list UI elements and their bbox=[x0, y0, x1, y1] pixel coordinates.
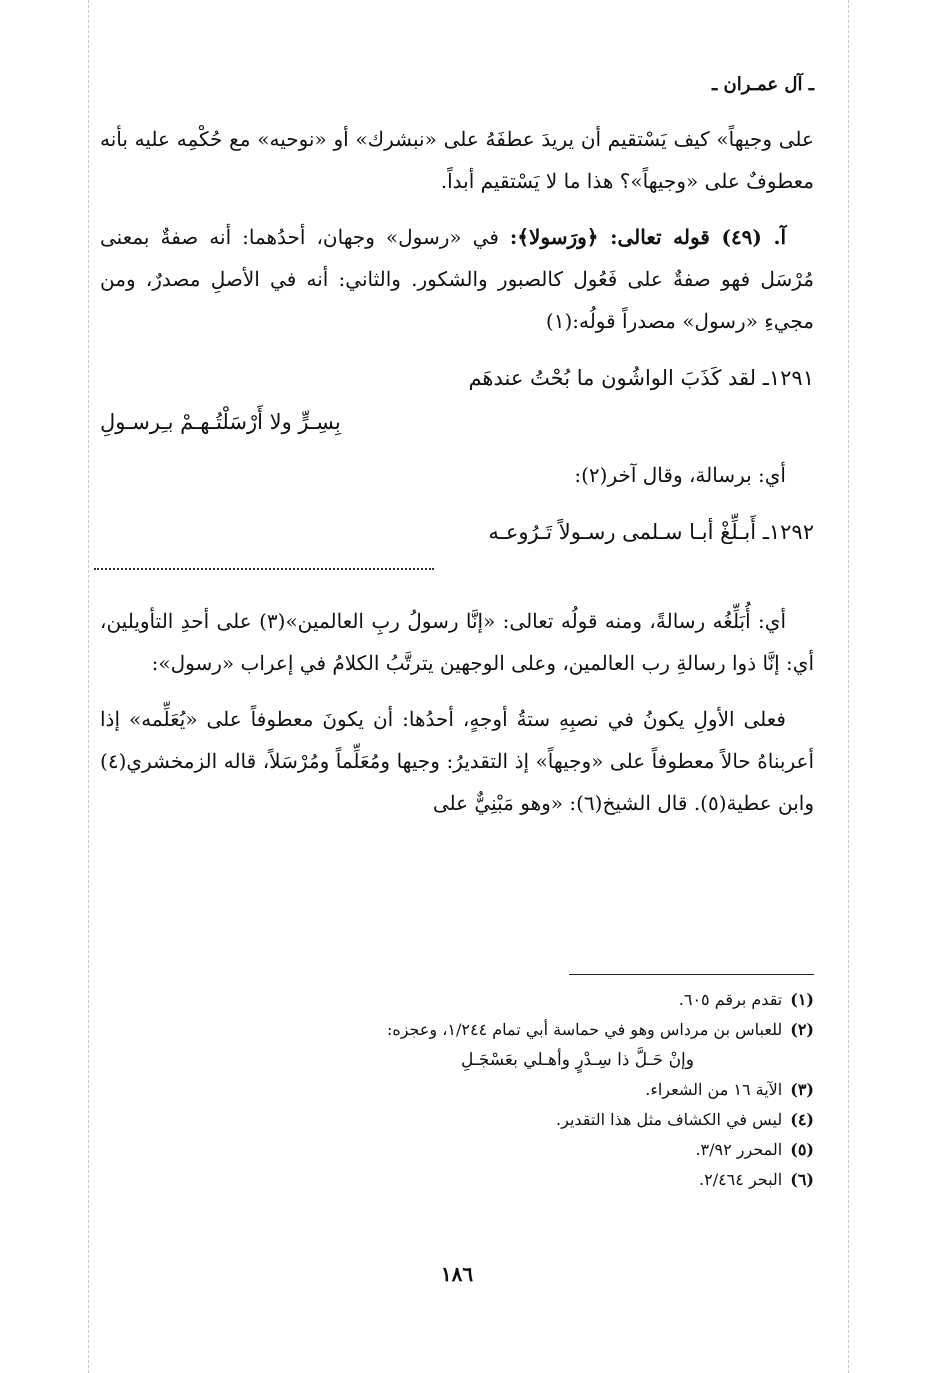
paragraph-2 bbox=[100, 216, 814, 342]
verse-1291-second-hemistich: بِسِـرٍّ ولا أَرْسَلْتُـهـمْ بـِرسـولِ bbox=[100, 410, 341, 434]
verse-1292-first-hemistich: ١٢٩٢ـ أَبـلِّغْ أبـا سـلمى رسـولاً تَـرُوعـه bbox=[488, 520, 814, 544]
footnote-separator bbox=[569, 974, 814, 975]
footnote-item: (٣)الآية ١٦ من الشعراء. bbox=[645, 1080, 814, 1099]
footnote-item: (١)تقدم برقم ٦٠٥. bbox=[678, 990, 814, 1009]
right-margin-guide bbox=[848, 0, 849, 1373]
main-text bbox=[100, 118, 814, 838]
footnote-item: (٢)للعباس بن مرداس وهو في حماسة أبي تمام ١/٢٤٤، وعجزه: bbox=[386, 1020, 814, 1039]
left-margin-guide bbox=[88, 0, 89, 1373]
paragraph-2-text: في «رسول» وجهان، أحدُهما: أنه صفةٌ بمعنى مُرْسَل فهو صفةٌ على فَعُول كالصبور والشكور. والثاني: أنه في الأصلِ مصدرٌ، ومن مجيءِ «رسول» مصدراً قولُه:(١) bbox=[100, 225, 814, 333]
paragraph-1: على وجيهاً» كيف يَسْتقيم أن يريدَ عطفَهُ على «نبشرك» أو «نوحيه» مع حُكْمِه عليه بأنه معطوفٌ على «وجيهاً»؟ هذا ما لا يَسْتقيم أبداً. bbox=[100, 127, 814, 193]
running-title: ـ آل عمـران ـ bbox=[712, 74, 814, 95]
page-number: ١٨٦ bbox=[440, 1262, 474, 1286]
paragraph-5: فعلى الأولِ يكونُ في نصبِهِ ستةُ أوجهٍ، أحدُها: أن يكونَ معطوفاً على «يُعَلِّمه» إذا أعربناهُ حالاً معطوفاً على «وجيهاً» إذ التقديرُ: وجيها ومُعَلِّماً ومُرْسَلاً، قاله الزمخشري(٤) وابن عطية(٥). قال الشيخ(٦): «وهو مَبْنِيٌّ على bbox=[100, 707, 814, 815]
missing-hemistich-dots bbox=[94, 568, 434, 570]
poem-1291 bbox=[100, 356, 814, 444]
paragraph-3: أي: برسالة، وقال آخر(٢): bbox=[574, 463, 786, 487]
verse-1291-first-hemistich: ١٢٩١ـ لقد كَذَبَ الواشُون ما بُحْتُ عندهَم bbox=[468, 366, 814, 390]
verse-heading: آ. (٤٩) قوله تعالى: ﴿ورَسولا﴾: bbox=[509, 225, 786, 249]
footnote-item: (٤)ليس في الكشاف مثل هذا التقدير. bbox=[556, 1110, 814, 1129]
poem-1292 bbox=[100, 510, 814, 554]
footnotes bbox=[100, 974, 814, 1195]
footnote-verse: وإنْ حَـلَّ ذا سِـدْرٍ وأهـلي بعَسْجَـلِ bbox=[460, 1050, 694, 1070]
paragraph-4: أي: أُبَلِّغُه رسالةً، ومنه قولُه تعالى: «إنَّا رسولُ ربِ العالمين»(٣) على أحدِ التأويلين، أي: إنَّا ذوا رسالةِ رب العالمين، وعلى الوجهين يترتَّبُ الكلامُ في إعراب «رسول»: bbox=[100, 609, 814, 675]
footnote-item: (٦)البحر ٢/٤٦٤. bbox=[699, 1170, 814, 1189]
footnote-item: (٥)المحرر ٣/٩٢. bbox=[695, 1140, 814, 1159]
